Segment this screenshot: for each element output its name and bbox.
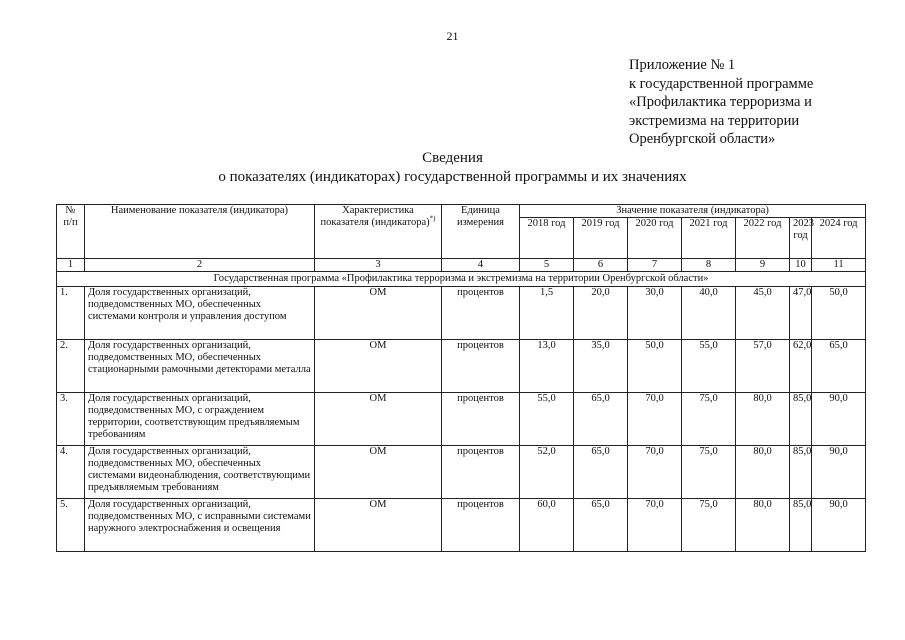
header-name: Наименование показателя (индикатора) [85, 205, 315, 259]
row-value-2020: 50,0 [628, 340, 682, 393]
table-row [57, 499, 866, 552]
row-value-2020: 70,0 [628, 393, 682, 446]
appendix-line: к государственной программе [629, 75, 814, 92]
header-characteristic-footnote: *) [429, 214, 436, 223]
column-number: 5 [520, 259, 574, 272]
document-title [0, 149, 905, 187]
row-value-2018: 52,0 [520, 446, 574, 499]
appendix-block [629, 56, 813, 149]
section-title: Государственная программа «Профилактика терроризма и экстремизма на территории Оренбургской области» [57, 272, 866, 287]
row-num: 3. [57, 393, 85, 446]
header-characteristic [315, 205, 442, 259]
header-year: 2024 год [812, 218, 866, 259]
column-number: 1 [57, 259, 85, 272]
row-value-2019: 35,0 [574, 340, 628, 393]
row-value-2022: 80,0 [736, 393, 790, 446]
header-year: 2023 год [790, 218, 812, 259]
row-value-2021: 75,0 [682, 499, 736, 552]
row-value-2023: 85,0 [790, 499, 812, 552]
column-number: 6 [574, 259, 628, 272]
header-year: 2022 год [736, 218, 790, 259]
table-row [57, 287, 866, 340]
page-number: 21 [446, 29, 459, 43]
header-year: 2019 год [574, 218, 628, 259]
row-num: 1. [57, 287, 85, 340]
header-year: 2020 год [628, 218, 682, 259]
row-unit: процентов [442, 340, 520, 393]
row-value-2024: 90,0 [812, 446, 866, 499]
header-values-group: Значение показателя (индикатора) [520, 205, 866, 218]
row-value-2021: 55,0 [682, 340, 736, 393]
section-row [57, 272, 866, 287]
column-number: 2 [85, 259, 315, 272]
row-value-2018: 55,0 [520, 393, 574, 446]
row-value-2019: 65,0 [574, 393, 628, 446]
row-value-2018: 1,5 [520, 287, 574, 340]
indicators-table [56, 204, 866, 552]
row-value-2024: 65,0 [812, 340, 866, 393]
row-characteristic: ОМ [315, 499, 442, 552]
header-year: 2021 год [682, 218, 736, 259]
row-value-2021: 75,0 [682, 446, 736, 499]
column-number: 4 [442, 259, 520, 272]
row-value-2023: 47,0 [790, 287, 812, 340]
header-characteristic-text: Характеристика показателя (индикатора) [320, 205, 430, 228]
row-characteristic: ОМ [315, 287, 442, 340]
row-num: 2. [57, 340, 85, 393]
row-value-2023: 62,0 [790, 340, 812, 393]
row-value-2022: 45,0 [736, 287, 790, 340]
row-value-2022: 57,0 [736, 340, 790, 393]
table-row [57, 446, 866, 499]
appendix-line: «Профилактика терроризма и [629, 94, 812, 110]
row-value-2022: 80,0 [736, 499, 790, 552]
row-value-2018: 60,0 [520, 499, 574, 552]
row-characteristic: ОМ [315, 393, 442, 446]
row-value-2021: 40,0 [682, 287, 736, 340]
row-value-2024: 90,0 [812, 393, 866, 446]
row-unit: процентов [442, 446, 520, 499]
column-number: 9 [736, 259, 790, 272]
row-name: Доля государственных организаций, подведомственных МО, с исправными системами наружного электроснабжения и освещения [85, 499, 315, 552]
row-unit: процентов [442, 393, 520, 446]
appendix-line: Оренбургской области» [629, 131, 776, 147]
row-name: Доля государственных организаций, подведомственных МО, обеспеченных системами видеонаблюдения, соответствующими предъявляемым требованиям [85, 446, 315, 499]
row-unit: процентов [442, 287, 520, 340]
header-num: № п/п [57, 205, 85, 259]
row-unit: процентов [442, 499, 520, 552]
appendix-line: Приложение № 1 [629, 57, 736, 73]
row-characteristic: ОМ [315, 340, 442, 393]
row-name: Доля государственных организаций, подведомственных МО, обеспеченных системами контроля и управления доступом [85, 287, 315, 340]
row-value-2020: 70,0 [628, 499, 682, 552]
row-value-2021: 75,0 [682, 393, 736, 446]
row-num: 4. [57, 446, 85, 499]
row-num: 5. [57, 499, 85, 552]
title-line-1: Сведения [422, 150, 483, 166]
column-number: 8 [682, 259, 736, 272]
row-name: Доля государственных организаций, подведомственных МО, с ограждением территории, соответствующим предъявляемым требованиям [85, 393, 315, 446]
row-value-2023: 85,0 [790, 446, 812, 499]
appendix-line: экстремизма на территории [629, 112, 800, 129]
header-unit: Единица измерения [442, 205, 520, 259]
row-value-2020: 70,0 [628, 446, 682, 499]
column-number: 10 [790, 259, 812, 272]
row-characteristic: ОМ [315, 446, 442, 499]
table-row [57, 340, 866, 393]
column-number: 11 [812, 259, 866, 272]
column-numbers-row [57, 259, 866, 272]
column-number: 7 [628, 259, 682, 272]
row-value-2023: 85,0 [790, 393, 812, 446]
row-value-2022: 80,0 [736, 446, 790, 499]
row-value-2018: 13,0 [520, 340, 574, 393]
row-value-2024: 90,0 [812, 499, 866, 552]
table-row [57, 393, 866, 446]
title-line-2: о показателях (индикаторах) государственной программы и их значениях [218, 169, 687, 185]
row-value-2020: 30,0 [628, 287, 682, 340]
column-number: 3 [315, 259, 442, 272]
row-value-2024: 50,0 [812, 287, 866, 340]
row-value-2019: 20,0 [574, 287, 628, 340]
header-year: 2018 год [520, 218, 574, 259]
row-value-2019: 65,0 [574, 446, 628, 499]
row-name: Доля государственных организаций, подведомственных МО, обеспеченных стационарными рамочными детекторами металла [85, 340, 315, 393]
row-value-2019: 65,0 [574, 499, 628, 552]
